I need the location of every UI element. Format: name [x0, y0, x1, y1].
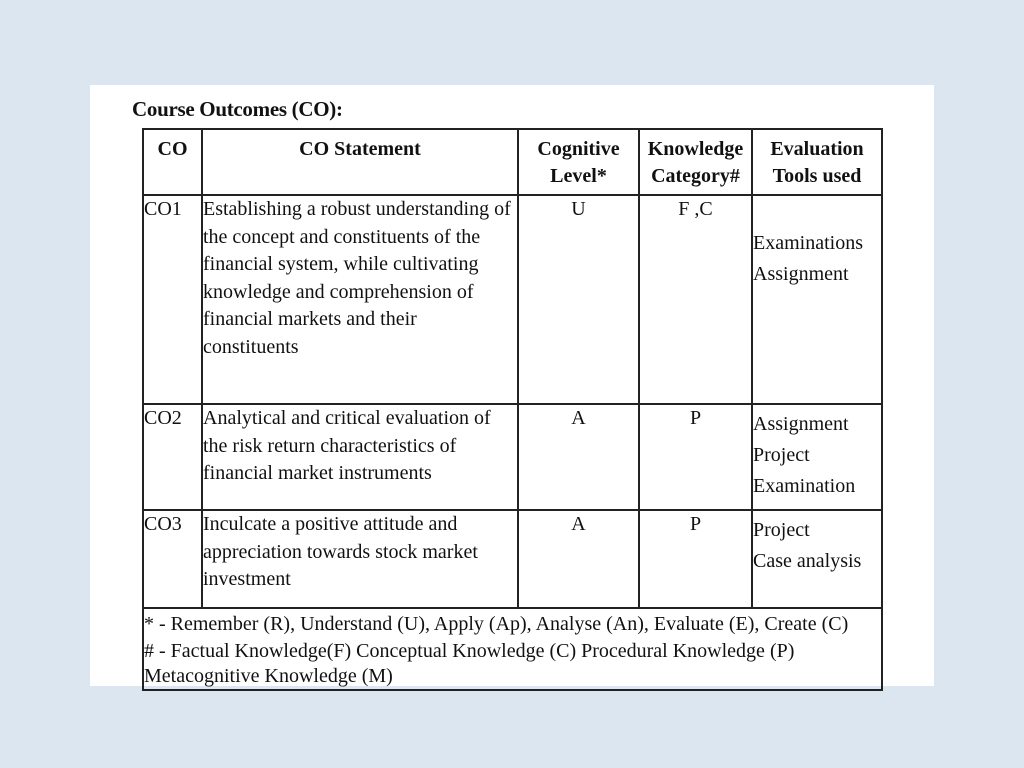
table-row	[143, 510, 882, 608]
tool-item: Examination	[753, 475, 856, 497]
header-row	[143, 129, 882, 195]
tool-item: Assignment	[753, 263, 849, 285]
tool-item: Case analysis	[753, 550, 862, 572]
table-row	[143, 404, 882, 510]
evaluation-tools-cell	[752, 195, 882, 404]
section-title: Course Outcomes (CO):	[132, 97, 343, 121]
header-knowledge-category: Knowledge Category#	[639, 129, 752, 195]
co-id-cell: CO3	[143, 510, 202, 608]
cognitive-level-cell: U	[518, 195, 639, 404]
cognitive-level-cell: A	[518, 510, 639, 608]
knowledge-category-cell: F ,C	[639, 195, 752, 404]
co-statement-cell: Inculcate a positive attitude and appreciation towards stock market investment	[202, 510, 518, 608]
cognitive-level-cell: A	[518, 404, 639, 510]
co-statement-cell: Analytical and critical evaluation of the risk return characteristics of financial market instruments	[202, 404, 518, 510]
tool-item: Project	[753, 444, 810, 466]
co-statement-cell: Establishing a robust understanding of the concept and constituents of the financial system, while cultivating knowledge and comprehension of financial markets and their constituents	[202, 195, 518, 404]
tool-item: Examinations	[753, 232, 863, 254]
co-id-cell: CO2	[143, 404, 202, 510]
knowledge-category-cell: P	[639, 510, 752, 608]
tool-item: Project	[753, 519, 810, 541]
co-id-cell: CO1	[143, 195, 202, 404]
knowledge-category-cell: P	[639, 404, 752, 510]
knowledge-legend-line2: Metacognitive Knowledge (M)	[144, 665, 393, 687]
table-row	[143, 195, 882, 404]
course-outcomes-table	[142, 128, 883, 691]
evaluation-tools-cell	[752, 404, 882, 510]
knowledge-legend-line1: # - Factual Knowledge(F) Conceptual Knowledge (C) Procedural Knowledge (P)	[144, 640, 795, 662]
evaluation-tools-cell	[752, 510, 882, 608]
header-statement: CO Statement	[202, 129, 518, 195]
legend-cell	[143, 608, 882, 690]
header-evaluation-tools: Evaluation Tools used	[752, 129, 882, 195]
header-cognitive-level: Cognitive Level*	[518, 129, 639, 195]
slide	[90, 85, 934, 686]
header-co: CO	[143, 129, 202, 195]
tool-item: Assignment	[753, 413, 849, 435]
legend-row	[143, 608, 882, 690]
cognitive-legend: * - Remember (R), Understand (U), Apply (Ap), Analyse (An), Evaluate (E), Create (C)	[144, 613, 849, 635]
